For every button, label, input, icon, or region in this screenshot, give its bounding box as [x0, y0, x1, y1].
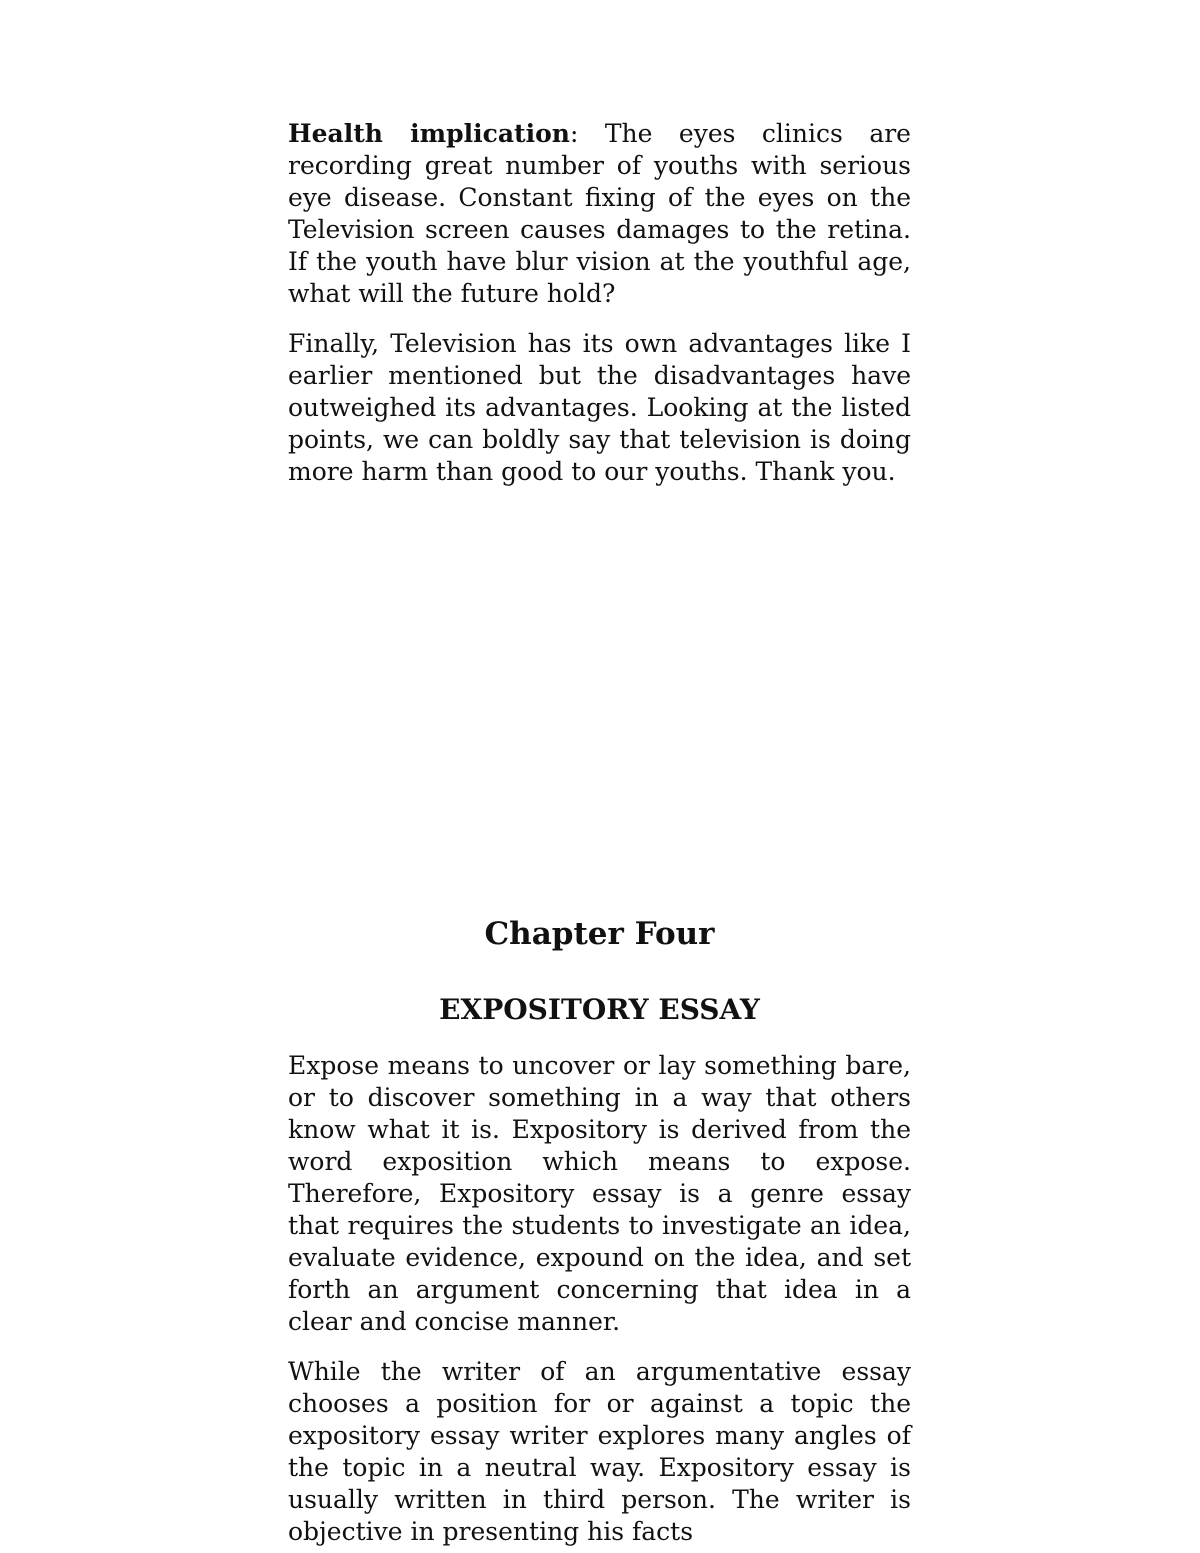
expository-comparison-paragraph: While the writer of an argumentative essay chooses a position for or against a topic the expository essay writer explores many angles of the topic in a neutral way. Expository essay is usually written in third person. The writer is objective in presenting his facts: [288, 1357, 911, 1546]
essay-title: EXPOSITORY ESSAY: [439, 993, 760, 1026]
health-implication-paragraph: [288, 118, 911, 310]
chapter-title: Chapter Four: [484, 916, 715, 952]
top-text-block: [288, 118, 911, 488]
expository-definition-paragraph: Expose means to uncover or lay something bare, or to discover something in a way that others know what it is. Expository is derived from the word exposition which means to expose. Therefore, Expository essay is a genre essay that requires the students to investigate an idea, evaluate evidence, expound on the idea, and set forth an argument concerning that idea in a clear and concise manner.: [288, 1051, 911, 1336]
conclusion-paragraph: Finally, Television has its own advantages like I earlier mentioned but the disadvantages have outweighed its advantages. Looking at the listed points, we can boldly say that television is doing more harm than good to our youths. Thank you.: [288, 329, 911, 486]
health-implication-label: Health implication: [288, 119, 570, 148]
health-implication-text: : The eyes clinics are recording great number of youths with serious eye disease. Constant fixing of the eyes on the Television screen causes damages to the retina. If the youth have blur vision at the youthful age, what will the future hold?: [288, 119, 911, 308]
bottom-text-block: [288, 1050, 911, 1548]
chapter-heading-block: [288, 912, 911, 1030]
